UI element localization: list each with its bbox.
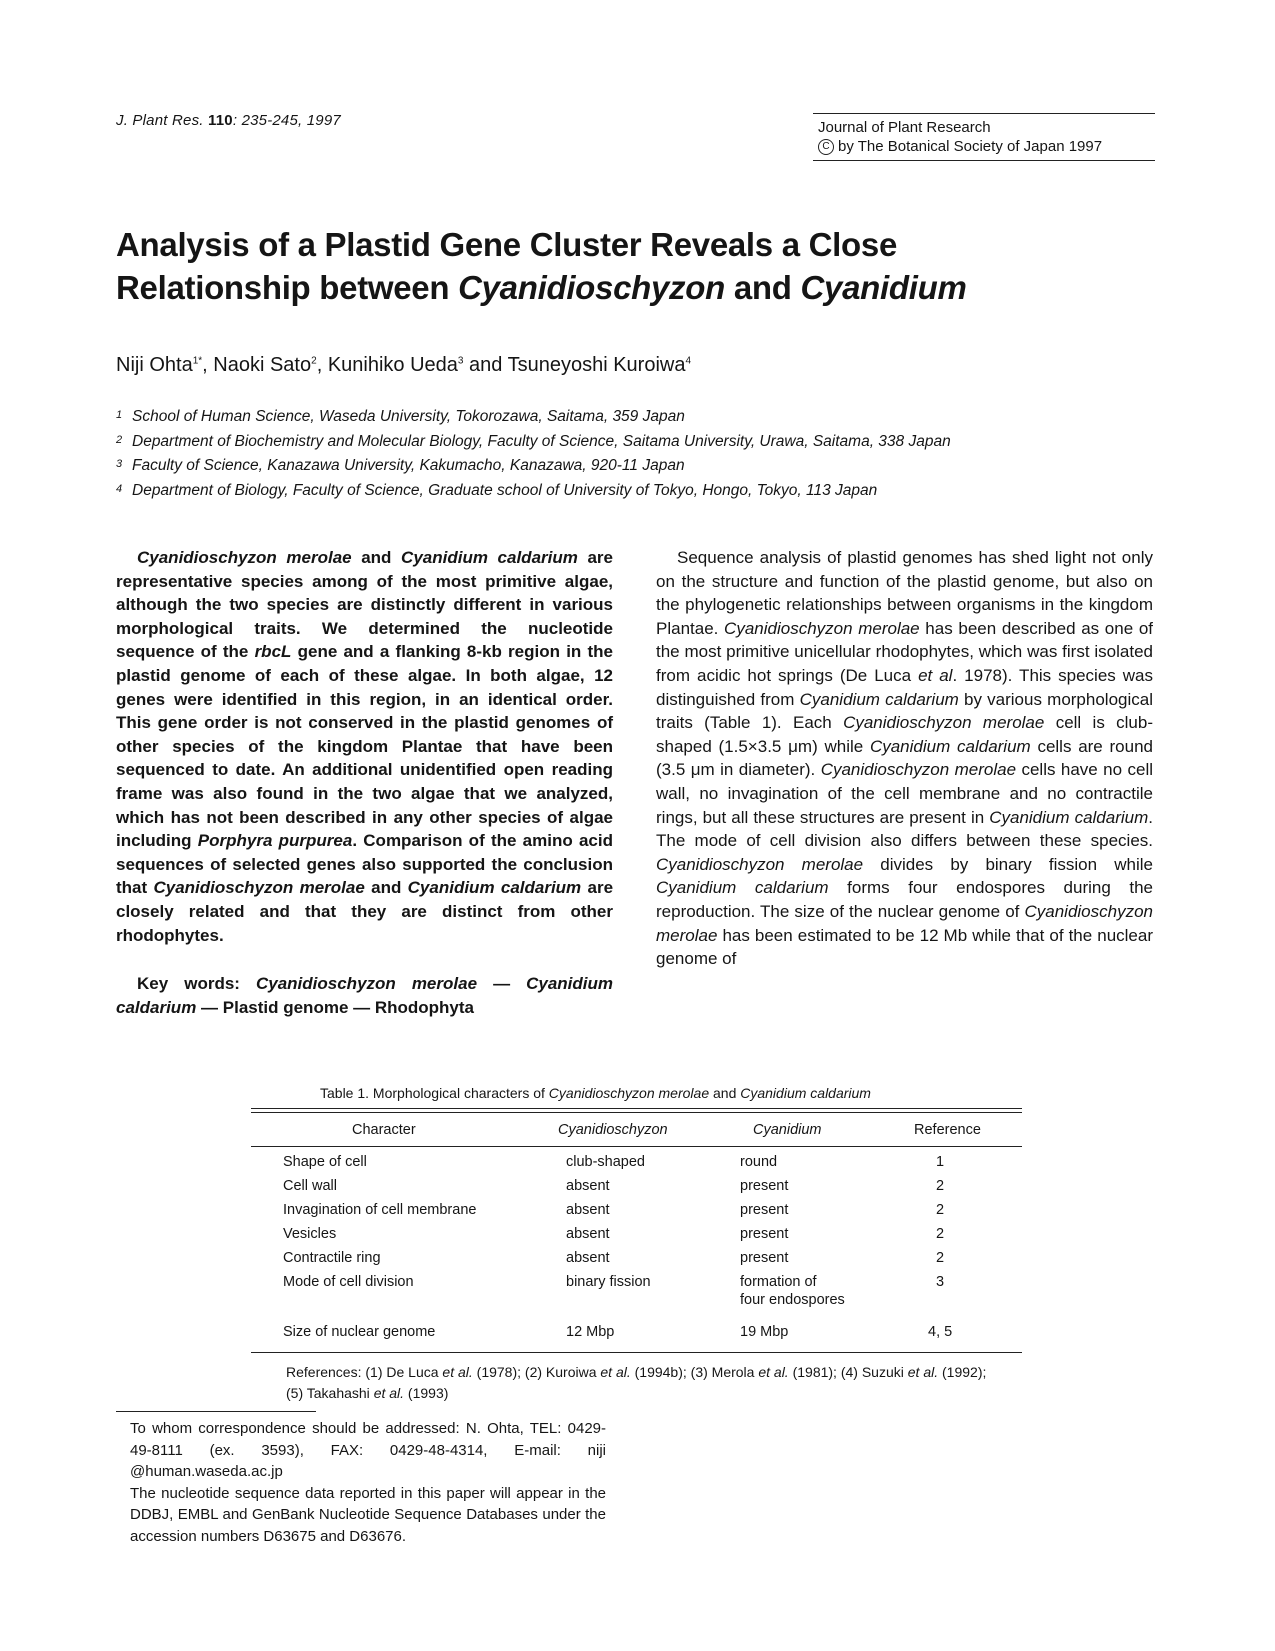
table-cell-cyanidioschyzon: absent xyxy=(566,1226,610,1242)
intro-text: Sequence analysis of plastid genomes has shed light not only on the structure and function of the plastid genome, but also on the phylogenetic relationships between organisms in the kingdom Plantae. xyxy=(656,548,1153,638)
table-header-reference: Reference xyxy=(914,1122,981,1138)
abstract-text: gene and a flanking 8-kb region in the plastid genome of each of these algae. In both algae, 12 genes were identified in this region, in an identical order. This gene order is not conserved in the plastid genomes of other species of the kingdom Plantae that have been sequenced to date. An additional unidentified open reading frame was also found in the two algae that we analyzed, which has not been described in any other species of algae including xyxy=(116,642,613,851)
author-name: Tsuneyoshi Kuroiwa xyxy=(507,354,686,376)
table-cell-cyanidium: present xyxy=(740,1226,789,1242)
table-cell-reference: 3 xyxy=(936,1274,945,1290)
table-cell-reference: 2 xyxy=(936,1202,945,1218)
affiliation-number: 4 xyxy=(116,482,123,495)
pages-year: : 235-245, 1997 xyxy=(232,112,341,129)
intro-text: forms four endospores during the reproduction. The size of the nuclear genome of xyxy=(656,878,1153,921)
table-cell-reference: 2 xyxy=(936,1178,945,1194)
author-sep: , xyxy=(316,354,328,376)
accession-note: The nucleotide sequence data reported in this paper will appear in the DDBJ, EMBL and GenBank Nucleotide Sequence Databases under the accession numbers D63675 and D63676. xyxy=(130,1484,606,1545)
intro-species: Cyanidium caldarium xyxy=(869,736,1031,756)
ref-etal: et al. xyxy=(442,1364,473,1380)
title-genus: Cyanidium xyxy=(800,269,967,306)
table-cell-cyanidioschyzon: absent xyxy=(566,1178,610,1194)
affiliation-text: Department of Biology, Faculty of Science, Graduate school of University of Tokyo, Hongo, Tokyo, 113 Japan xyxy=(132,481,878,499)
ref-text: (1994b); (3) Merola xyxy=(630,1364,759,1380)
intro-text: has been estimated to be 12 Mb while that of the nuclear genome of xyxy=(656,925,1153,969)
ref-etal: et al. xyxy=(907,1364,939,1380)
affiliation xyxy=(116,404,951,429)
author-name: Niji Ohta xyxy=(116,354,193,376)
affiliation-number: 2 xyxy=(116,433,123,446)
footnote-rule xyxy=(116,1411,316,1412)
author-name: Kunihiko Ueda xyxy=(327,354,458,376)
keyword: Cyanidium caldarium xyxy=(116,974,614,1017)
intro-species: Cyanidioschyzon merolae xyxy=(820,760,1017,780)
author-affil-mark: 2 xyxy=(311,355,317,367)
author-affil-mark: 1* xyxy=(192,355,203,367)
abstract-text: are closely related and that they are distinct from other rhodophytes. xyxy=(116,878,614,945)
table-cell-reference: 2 xyxy=(936,1250,945,1266)
affiliation-number: 1 xyxy=(116,409,123,421)
author-list xyxy=(116,354,691,377)
table-cell-cyanidium: round xyxy=(740,1154,778,1170)
abstract-text: and xyxy=(364,878,408,898)
intro-etal: et al xyxy=(918,665,953,685)
abstract-text: are representative species among of the most primitive algae, although the two species are distinctly different in various morphological traits. We determined the nucleotide sequence of the xyxy=(116,548,614,662)
table-cell-character: Shape of cell xyxy=(283,1154,367,1170)
caption-text: Table 1. Morphological characters of xyxy=(320,1085,549,1101)
affiliation-number: 3 xyxy=(116,458,123,470)
intro-text: cell is club-shaped (1.5×3.5 μm) while xyxy=(656,713,1154,756)
intro-species: Cyanidium caldarium xyxy=(799,689,959,709)
intro-text: divides by binary fission while xyxy=(863,854,1153,874)
title-text: and xyxy=(724,269,801,306)
table-cell-cyanidioschyzon: 12 Mbp xyxy=(566,1324,615,1340)
title-genus: Cyanidioschyzon xyxy=(458,269,725,306)
table-rule xyxy=(251,1146,1022,1147)
abstract-gene: rbcL xyxy=(254,642,292,662)
abstract-species: Cyanidioschyzon merolae xyxy=(153,878,365,898)
table-cell-reference: 4, 5 xyxy=(928,1324,953,1340)
table-caption xyxy=(320,1085,871,1101)
table-references xyxy=(286,1362,992,1404)
table-cell-cyanidium: present xyxy=(740,1250,789,1266)
table-rule xyxy=(251,1112,1022,1113)
title-line-1: Analysis of a Plastid Gene Cluster Reveals a Close xyxy=(116,226,897,263)
abstract-species: Cyanidium caldarium xyxy=(401,548,578,567)
paper-title xyxy=(116,223,1156,309)
table-cell-character: Cell wall xyxy=(283,1178,337,1194)
abstract-species: Cyanidioschyzon merolae xyxy=(137,548,352,567)
intro-text: cells are round (3.5 μm in diameter). xyxy=(656,736,1153,780)
intro-text: has been described as one of the most primitive unicellular rhodophytes, which was first isolated from acidic hot springs (De Luca xyxy=(656,618,1154,685)
keywords xyxy=(116,972,613,1019)
table-cell-character: Size of nuclear genome xyxy=(283,1324,436,1340)
intro-species: Cyanidium caldarium xyxy=(989,807,1149,827)
table-cell-character: Invagination of cell membrane xyxy=(283,1202,477,1218)
keyword: Cyanidioschyzon merolae xyxy=(255,974,478,993)
abstract-text: . Comparison of the amino acid sequences of selected genes also supported the conclusion that xyxy=(116,831,613,898)
table-cell-cyanidium: four endospores xyxy=(740,1292,845,1308)
keyword-sep: — xyxy=(477,974,527,993)
table-cell-cyanidium: 19 Mbp xyxy=(740,1324,789,1340)
copyright-icon: C xyxy=(818,139,834,155)
affiliation xyxy=(116,478,951,503)
abstract xyxy=(116,546,613,947)
table-cell-character: Mode of cell division xyxy=(283,1274,414,1290)
ref-etal: et al. xyxy=(600,1364,631,1380)
intro-text: cells have no cell wall, no invagination of the cell membrane and no contractile rings, but all these structures are present in xyxy=(656,760,1154,827)
table-cell-cyanidioschyzon: binary fission xyxy=(566,1274,651,1290)
author-sep: , xyxy=(202,354,214,376)
author-affil-mark: 3 xyxy=(457,355,464,367)
author-affil-mark: 4 xyxy=(685,355,692,367)
table-cell-cyanidioschyzon: absent xyxy=(566,1250,610,1266)
table-cell-cyanidioschyzon: club-shaped xyxy=(566,1154,645,1170)
volume: 110 xyxy=(208,112,233,129)
footnote xyxy=(130,1418,606,1547)
intro-species: Cyanidioschyzon merolae xyxy=(843,713,1045,733)
journal-abbrev: J. Plant Res. xyxy=(116,112,204,129)
affiliations xyxy=(116,404,951,502)
table-cell-character: Contractile ring xyxy=(283,1250,381,1266)
journal-box xyxy=(813,113,1155,161)
intro-species: Cyanidioschyzon merolae xyxy=(656,901,1153,945)
ref-text: (1981); (4) Suzuki xyxy=(788,1364,908,1380)
table-cell-character: Vesicles xyxy=(283,1226,337,1242)
table-header-cyanidioschyzon: Cyanidioschyzon xyxy=(558,1122,668,1138)
table-rule xyxy=(251,1108,1022,1109)
table-cell-cyanidium: present xyxy=(740,1178,789,1194)
affiliation-text: School of Human Science, Waseda University, Tokorozawa, Saitama, 359 Japan xyxy=(132,408,685,425)
title-line-2 xyxy=(116,266,1156,309)
intro-species: Cyanidium caldarium xyxy=(656,878,829,898)
ref-text: (1978); (2) Kuroiwa xyxy=(472,1364,601,1380)
ref-etal: et al. xyxy=(758,1364,789,1380)
caption-text: and xyxy=(709,1085,741,1101)
intro-text: . The mode of cell division also differs between these species. xyxy=(656,807,1153,851)
table-header-character: Character xyxy=(352,1122,416,1138)
ref-text: References: (1) De Luca xyxy=(286,1364,443,1380)
title-text: Relationship between xyxy=(116,269,459,306)
copyright-line xyxy=(818,137,1155,156)
abstract-text: and xyxy=(351,548,402,567)
introduction xyxy=(656,546,1153,971)
intro-text: by various morphological traits (Table 1). Each xyxy=(656,689,1153,733)
intro-species: Cyanidioschyzon merolae xyxy=(656,854,864,874)
keyword: — Plastid genome — Rhodophyta xyxy=(196,997,474,1017)
author-name: Naoki Sato xyxy=(213,354,312,376)
journal-citation xyxy=(116,112,341,129)
caption-species: Cyanidioschyzon merolae xyxy=(548,1085,710,1101)
copyright-text: by The Botanical Society of Japan 1997 xyxy=(838,138,1103,155)
intro-species: Cyanidioschyzon merolae xyxy=(724,618,920,638)
affiliation xyxy=(116,453,951,478)
table-header-cyanidium: Cyanidium xyxy=(753,1122,822,1138)
intro-text: . 1978). This species was distinguished from xyxy=(656,665,1154,709)
table-cell-cyanidioschyzon: absent xyxy=(566,1202,610,1218)
abstract-species: Cyanidium caldarium xyxy=(407,878,582,898)
correspondence-note: To whom correspondence should be addressed: N. Ohta, TEL: 0429-49-8111 (ex. 3593), FAX: 0429-48-4314, E-mail: niji @human.waseda.ac.jp xyxy=(130,1420,606,1480)
ref-text: (1992); (5) Takahashi xyxy=(286,1364,987,1401)
affiliation-text: Faculty of Science, Kanazawa University, Kakumacho, Kanazawa, 920-11 Japan xyxy=(132,457,685,474)
author-sep: and xyxy=(463,354,508,376)
affiliation xyxy=(116,429,951,454)
table-cell-cyanidium: present xyxy=(740,1202,789,1218)
table-cell-reference: 2 xyxy=(936,1226,945,1242)
ref-text: (1993) xyxy=(404,1385,449,1401)
abstract-species: Porphyra purpurea xyxy=(197,831,353,851)
caption-species: Cyanidium caldarium xyxy=(740,1085,871,1101)
table-cell-cyanidium: formation of xyxy=(740,1274,817,1290)
table-cell-reference: 1 xyxy=(936,1154,945,1170)
table-rule xyxy=(251,1352,1022,1353)
affiliation-text: Department of Biochemistry and Molecular Biology, Faculty of Science, Saitama University, Urawa, Saitama, 338 Japan xyxy=(132,432,951,450)
journal-name: Journal of Plant Research xyxy=(818,119,991,136)
ref-etal: et al. xyxy=(373,1385,405,1401)
keywords-label: Key words: xyxy=(137,974,256,993)
